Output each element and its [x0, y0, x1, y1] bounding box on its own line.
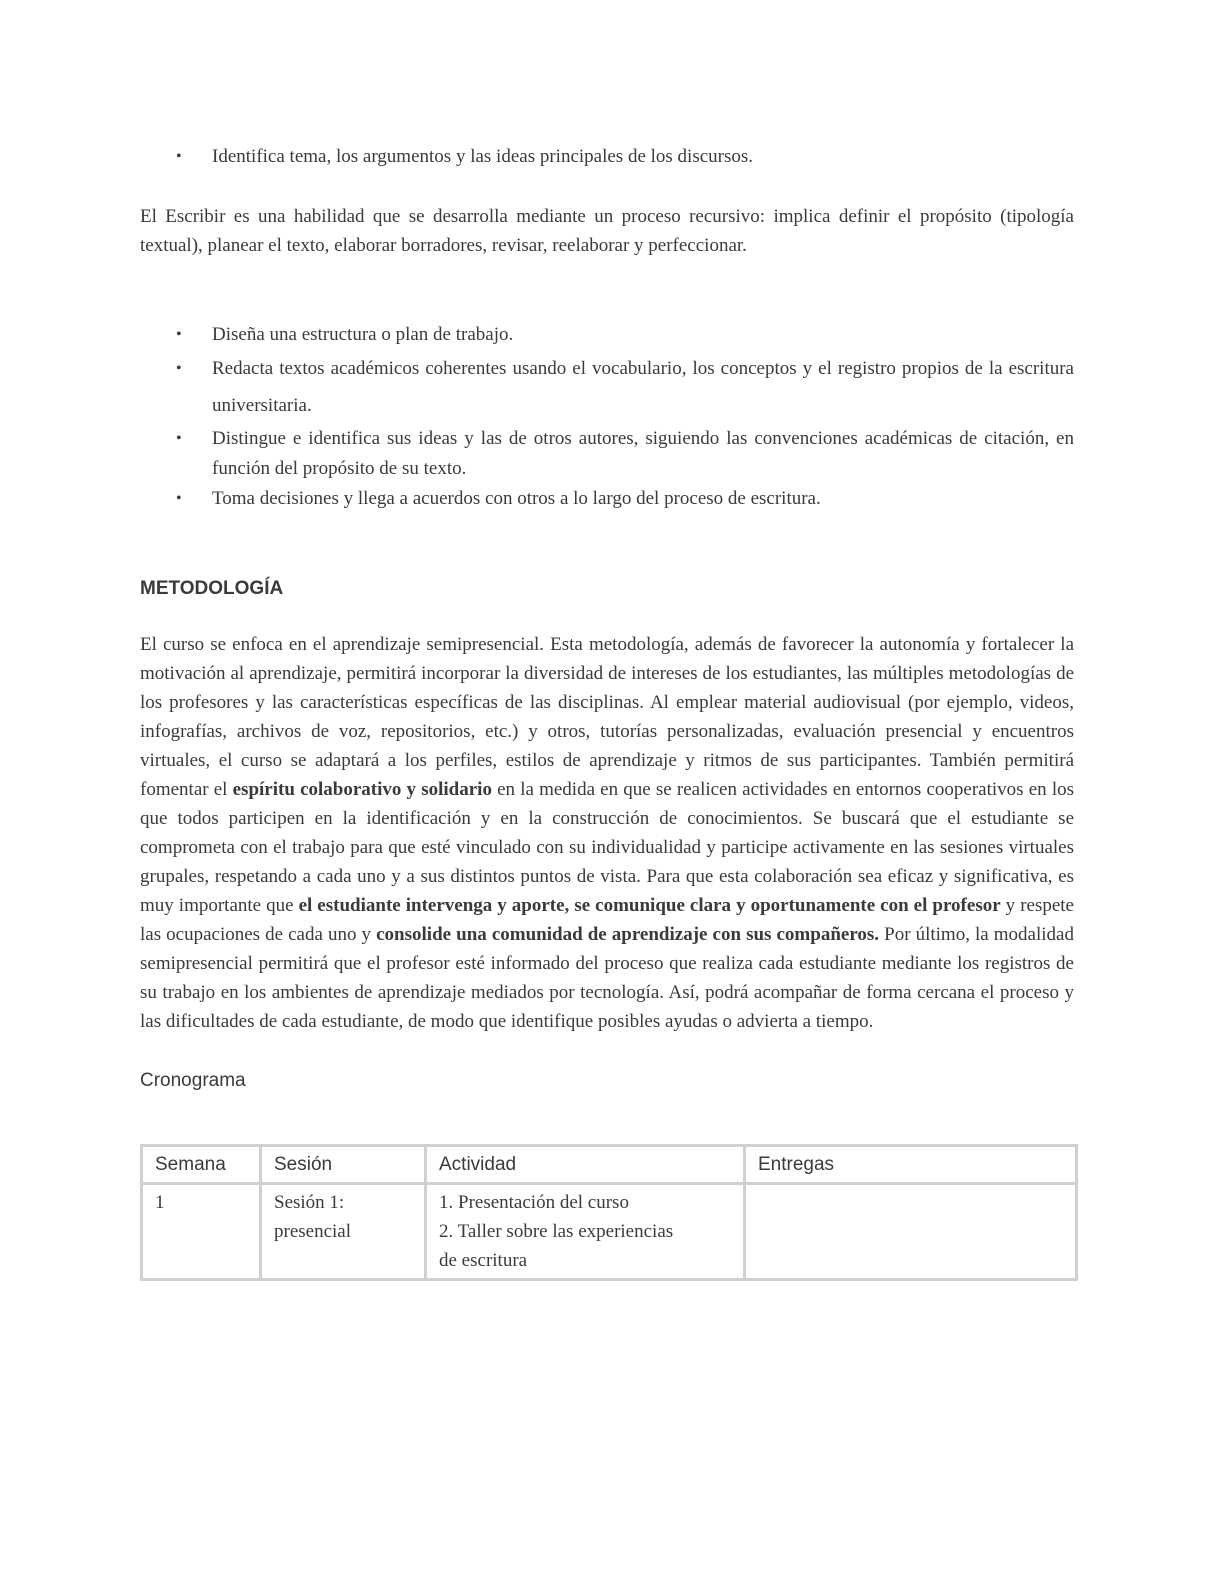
column-header: Semana — [142, 1146, 261, 1184]
intro-paragraph: El Escribir es una habilidad que se desarrolla mediante un proceso recursivo: implica definir el propósito (tipología textual), planear el texto, elaborar borradores, revisar, reelaborar y perfeccionar. — [140, 206, 1074, 256]
list-item: • Diseña una estructura o plan de trabajo. — [140, 320, 1074, 350]
text-segment: Por último, la modalidad semipresencial permitirá que el profesor esté informado del proceso que realiza cada estudiante mediante los registros de su trabajo en los ambientes de aprendizaje mediados por tecnología. Así, podrá acompañar de forma cercana el proceso y las dificultades de cada estudiante, de modo que identifique posibles ayudas o advierta a tiempo. — [140, 924, 1074, 1032]
cell-sesion: Sesión 1: presencial — [261, 1184, 426, 1280]
document-page — [140, 140, 1074, 1281]
schedule-heading: Cronograma — [140, 1070, 246, 1091]
text-segment: El curso se enfoca en el aprendizaje semipresencial. Esta metodología, además de favorecer la autonomía y fortalecer la motivación al aprendizaje, permitirá incorporar la diversidad de intereses de los estudiantes, las múltiples metodologías de los profesores y las características específicas de las disciplinas. Al emplear material audiovisual (por ejemplo, videos, infografías, archivos de voz, repositorios, etc.) y otros, tutorías personalizadas, evaluación presencial y encuentros virtuales, el curso se adaptará a los perfiles, estilos de aprendizaje y ritmos de sus participantes. También permitirá fomentar el — [140, 634, 1074, 800]
skills-list — [140, 320, 1074, 514]
cell-semana: 1 — [142, 1184, 261, 1280]
cell-entregas — [745, 1184, 1077, 1280]
bullet-icon: • — [176, 360, 182, 377]
methodology-paragraph — [140, 630, 1074, 1036]
list-item: • Redacta textos académicos coherentes usando el vocabulario, los conceptos y el registro propios de la escritura universitaria. — [140, 350, 1074, 424]
table-header-row — [142, 1146, 1077, 1184]
text-segment-bold: consolide una comunidad de aprendizaje con sus compañeros. — [376, 924, 880, 945]
schedule-table — [140, 1144, 1078, 1281]
objectives-list — [140, 142, 1074, 172]
bullet-icon: • — [176, 148, 182, 165]
list-item: • Identifica tema, los argumentos y las ideas principales de los discursos. — [140, 142, 1074, 172]
cell-actividad: 1. Presentación del curso 2. Taller sobre las experiencias de escritura — [426, 1184, 745, 1280]
methodology-heading: METODOLOGÍA — [140, 578, 284, 599]
bullet-icon: • — [176, 490, 182, 507]
bullet-icon: • — [176, 326, 182, 343]
column-header: Sesión — [261, 1146, 426, 1184]
text-segment: en la medida en que se realicen actividades en entornos cooperativos en los que todos participen en la identificación y en la construcción de conocimientos. Se buscará que el estudiante se comprometa con el trabajo para que esté vinculado con su individualidad y participe activamente en las sesiones virtuales grupales, respetando a cada uno y a sus distintos puntos de vista. Para que esta colaboración sea eficaz y significativa, es muy importante que — [140, 779, 1074, 916]
column-header: Actividad — [426, 1146, 745, 1184]
list-item: • Toma decisiones y llega a acuerdos con otros a lo largo del proceso de escritura. — [140, 484, 1074, 514]
text-segment-bold: el estudiante intervenga y aporte, se comunique clara y oportunamente con el profesor — [298, 895, 1001, 916]
text-segment-bold: espíritu colaborativo y solidario — [232, 779, 492, 800]
list-item: • Distingue e identifica sus ideas y las de otros autores, siguiendo las convenciones académicas de citación, en función del propósito de su texto. — [140, 424, 1074, 484]
text-segment: y respete las ocupaciones de cada uno y — [140, 895, 1074, 945]
column-header: Entregas — [745, 1146, 1077, 1184]
bullet-icon: • — [176, 430, 182, 447]
table-row — [142, 1184, 1077, 1280]
